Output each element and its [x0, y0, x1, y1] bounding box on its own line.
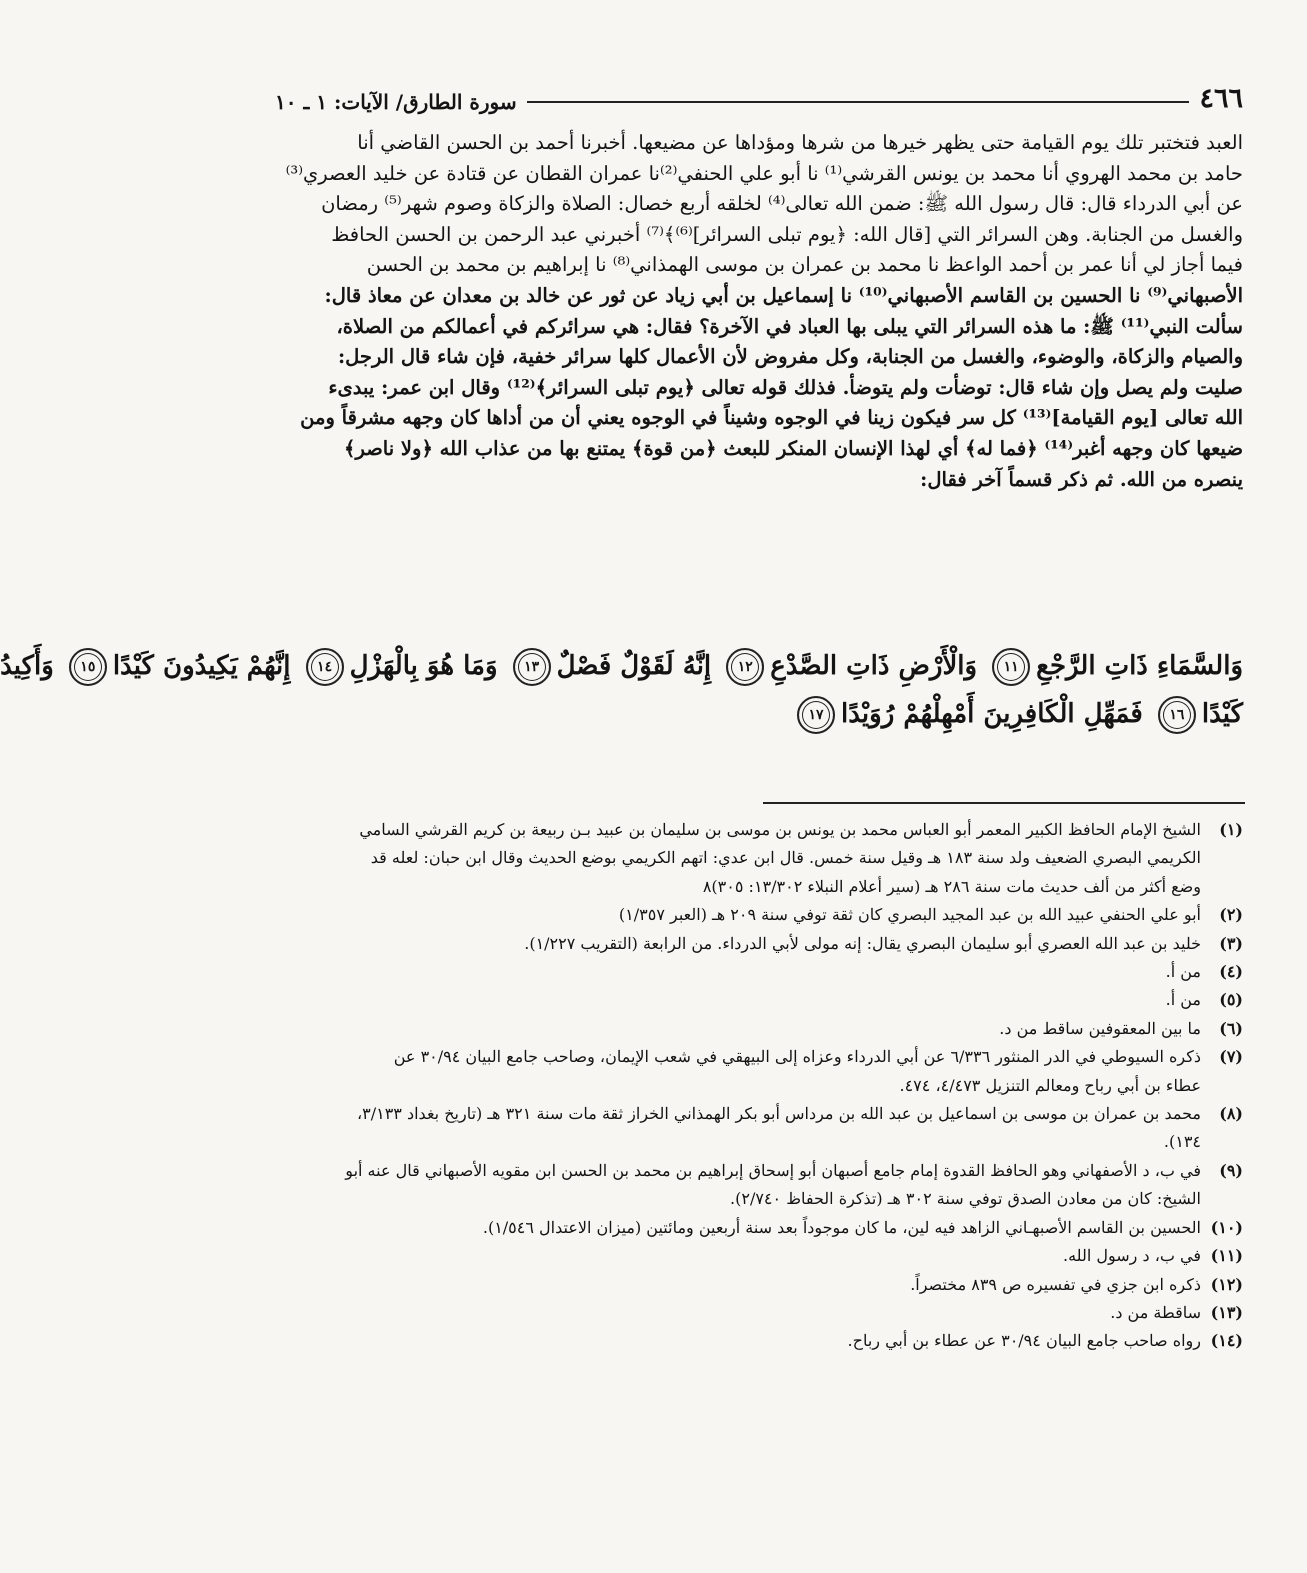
footnote: [275, 901, 1243, 929]
footnote-number: (٤): [1219, 962, 1243, 982]
verse-text: فَمَهِّلِ الْكَافِرِينَ أَمْهِلْهُمْ رُوَيْدًا: [841, 699, 1143, 729]
footnote-line: أبو علي الحنفي عبيد الله بن عبد المجيد البصري كان ثقة توفي سنة ٢٠٩ هـ (العبر ١/٣٥٧): [618, 905, 1201, 925]
verse-text: وَأَكِيدُ: [0, 651, 54, 681]
text-line: عن أبي الدرداء قال: قال رسول الله ﷺ: ضمن الله تعالى⁽⁴⁾ لخلقه أربع خصال: الصلاة والزكاة وصوم شهر⁽⁵⁾ رمضان: [321, 192, 1243, 216]
footnote-line: الكريمي البصري الضعيف ولد سنة ١٨٣ هـ وقيل سنة خمس. قال ابن عدي: اتهم الكريمي بوضع الحديث وقال ابن حبان: لعله قد: [370, 848, 1201, 868]
footnote-line: رواه صاحب جامع البيان ٣٠/٩٤ عن عطاء بن أبي رباح.: [847, 1331, 1201, 1351]
page-header: [275, 72, 1243, 112]
footnote-text: [275, 1157, 1201, 1214]
footnote-number: (٦): [1219, 1018, 1243, 1038]
text-line: والصيام والزكاة، والوضوء، والغسل من الجنابة، وكل مفروض لأن الأعمال كلها سرائر خفية، فإن شاء قال الرجل:: [337, 345, 1243, 369]
verse-number-medallion: ١٢: [726, 648, 764, 686]
footnote-text: [275, 1327, 1201, 1355]
footnote-line: الشيخ: كان من معادن الصدق توفي سنة ٣٠٢ هـ (تذكرة الحفاظ ٢/٧٤٠).: [730, 1189, 1201, 1209]
footnote-line: خليد بن عبد الله العصري أبو سليمان البصري يقال: إنه مولى لأبي الدرداء. من الرابعة (التقريب ١/٢٢٧).: [524, 933, 1201, 953]
text-line: والغسل من الجنابة. وهن السرائر التي [قال الله: ﴿يوم تبلى السرائر]⁽⁶⁾﴾⁽⁷⁾ أخبرني عبد الرحمن بن الحسن الحافظ: [331, 222, 1243, 246]
footnote-text: [275, 901, 1201, 929]
footnote: [275, 1015, 1243, 1043]
footnote-line: الشيخ الإمام الحافظ الكبير المعمر أبو العباس محمد بن يونس بن موسى بن سليمان بن عبيد بـن ربيعة بن كريم القرشي السامي: [359, 820, 1201, 839]
footnote: [275, 986, 1243, 1014]
footnote-line: الحسين بن القاسم الأصبهـاني الزاهد فيه لين، ما كان موجوداً بعد سنة أربعين ومائتين (ميزان الاعتدال ١/٥٤٦).: [482, 1217, 1201, 1237]
footnote: [275, 1157, 1243, 1214]
footnote-number: (٢): [1219, 905, 1243, 925]
footnote-line: محمد بن عمران بن موسى بن اسماعيل بن عبد الله بن مرداس أبو بكر الهمذاني الخراز ثقة مات سنة ٣٢١ هـ (تاريخ بغداد ٣/١٣٣،: [356, 1104, 1201, 1124]
footnote-text: [275, 1214, 1201, 1242]
footnote-number: (٥): [1219, 990, 1243, 1010]
text-line: سألت النبي⁽¹¹⁾ ﷺ: ما هذه السرائر التي يبلى بها العباد في الآخرة؟ فقال: هي سرائركم في أعمالكم من الصلاة،: [336, 314, 1243, 338]
footnotes: [275, 816, 1243, 1356]
footnote-number: (١١): [1210, 1246, 1243, 1266]
footnote-line: في ب، د الأصفهاني وهو الحافظ القدوة إمام جامع أصبهان أبو إسحاق إبراهيم بن محمد بن الحسن ابن مقويه الأصبهاني قال عنه أبو: [345, 1160, 1201, 1180]
footnote-text: [275, 1043, 1201, 1100]
footnote-text: [275, 1299, 1201, 1327]
footnote: [275, 958, 1243, 986]
verse-text: وَالسَّمَاءِ ذَاتِ الرَّجْعِ: [1036, 651, 1243, 681]
verse-text: كَيْدًا: [1201, 699, 1243, 729]
footnote-line: ساقطة من د.: [1110, 1302, 1201, 1322]
footnote-number: (٣): [1219, 933, 1243, 953]
footnote-number: (١): [1219, 820, 1243, 839]
footnote: [275, 1214, 1243, 1242]
footnote-number: (١٤): [1210, 1331, 1243, 1351]
footnote-number: (١٠): [1210, 1217, 1243, 1237]
footnote-number: (١٢): [1210, 1274, 1243, 1294]
footnote-text: [275, 816, 1201, 901]
footnote-line: ذكره السيوطي في الدر المنثور ٦/٣٣٦ عن أبي الدرداء وعزاه إلى البيهقي في شعب الإيمان، وصاحب جامع البيان ٣٠/٩٤ عن: [393, 1047, 1201, 1067]
verse-number-medallion: ١٣: [513, 648, 551, 686]
footnote-number: (٩): [1219, 1160, 1243, 1180]
verse-text: إِنَّهُ لَقَوْلٌ فَصْلٌ: [556, 651, 712, 681]
verse-text: إِنَّهُمْ يَكِيدُونَ كَيْدًا: [112, 651, 291, 681]
footnote-text: [275, 1015, 1201, 1043]
footnote-number: (٧): [1219, 1047, 1243, 1067]
text-line: ضيعها كان وجهه أغبر⁽¹⁴⁾ ﴿فما له﴾ أي لهذا الإنسان المنكر للبعث ﴿من قوة﴾ يمتنع بها من عذاب الله ﴿ولا ناصر﴾: [344, 436, 1243, 460]
footnote-text: [275, 930, 1201, 958]
quran-verses: [0, 642, 1243, 738]
footnote: [275, 930, 1243, 958]
verse-line: [275, 690, 1243, 738]
footnote-line: عطاء بن أبي رباح ومعالم التنزيل ٤/٤٧٣، ٤٧٤.: [899, 1075, 1201, 1095]
verse-number-medallion: ١٥: [69, 648, 107, 686]
footnote: [275, 1271, 1243, 1299]
verse-number-medallion: ١٤: [306, 648, 344, 686]
verse-number-medallion: ١٧: [797, 696, 835, 734]
footnote: [275, 816, 1243, 901]
verse-number-medallion: ١٦: [1158, 696, 1196, 734]
main-text: [275, 128, 1243, 495]
verse-text: وَمَا هُوَ بِالْهَزْلِ: [349, 651, 498, 681]
text-line: فيما أجاز لي أنا عمر بن أحمد الواعظ نا محمد بن عمران بن موسى الهمذاني⁽⁸⁾ نا إبراهيم بن محمد بن الحسن: [366, 253, 1243, 277]
text-line: صليت ولم يصل وإن شاء قال: توضأت ولم يتوضأ. فذلك قوله تعالى ﴿يوم تبلى السرائر﴾⁽¹²⁾ وقال ابن عمر: يبدىء: [328, 375, 1243, 399]
text-line: الأصبهاني⁽⁹⁾ نا الحسين بن القاسم الأصبهاني⁽¹⁰⁾ نا إسماعيل بن أبي زياد عن ثور عن خالد بن معدان عن معاذ قال:: [324, 283, 1243, 307]
verse-line: [0, 642, 1243, 690]
running-title: سورة الطارق/ الآيات: ١ ـ ١٠: [275, 90, 517, 114]
footnote-text: [275, 1100, 1201, 1157]
footnote-line: وضع أكثر من ألف حديث مات سنة ٢٨٦ هـ (سير أعلام النبلاء ١٣/٣٠٢: ٣٠٥)٨: [702, 876, 1201, 896]
footnote-line: ما بين المعقوفين ساقط من د.: [999, 1018, 1201, 1038]
footnote: [275, 1242, 1243, 1270]
text-line: العبد فتختبر تلك يوم القيامة حتى يظهر خيرها من شرها ومؤداها عن مضيعها. أخبرنا أحمد بن الحسن القاضي أنا: [357, 131, 1243, 154]
footnote-line: ١٣٤).: [1163, 1132, 1201, 1152]
footnote-text: [275, 1242, 1201, 1270]
footnote-text: [275, 958, 1201, 986]
text-line: حامد بن محمد الهروي أنا محمد بن يونس القرشي⁽¹⁾ نا أبو علي الحنفي⁽²⁾نا عمران القطان عن قتادة عن خليد العصري⁽³⁾: [285, 161, 1243, 185]
footnote-number: (١٣): [1210, 1302, 1243, 1322]
footnote: [275, 1299, 1243, 1327]
footnote-line: من أ.: [1165, 962, 1201, 982]
text-line: الله تعالى [يوم القيامة]⁽¹³⁾ كل سر فيكون زينا في الوجوه وشيناً في الوجوه يعني أن من أداها كان وجهه مشرقاً ومن: [300, 406, 1243, 430]
footnote-number: (٨): [1219, 1104, 1243, 1124]
footnote-separator: [763, 802, 1245, 804]
footnote-text: [275, 986, 1201, 1014]
footnote-text: [275, 1271, 1201, 1299]
footnote-line: ذكره ابن جزي في تفسيره ص ٨٣٩ مختصراً.: [910, 1274, 1201, 1294]
verse-text: وَالْأَرْضِ ذَاتِ الصَّدْعِ: [770, 651, 978, 681]
footnote: [275, 1327, 1243, 1355]
text-line: ينصره من الله. ثم ذكر قسماً آخر فقال:: [920, 467, 1243, 491]
page-number: ٤٦٦: [1199, 83, 1243, 114]
footnote: [275, 1100, 1243, 1157]
footnote: [275, 1043, 1243, 1100]
header-rule: [527, 101, 1190, 103]
footnote-line: في ب، د رسول الله.: [1063, 1246, 1201, 1266]
verse-number-medallion: ١١: [992, 648, 1030, 686]
footnote-line: من أ.: [1165, 990, 1201, 1010]
